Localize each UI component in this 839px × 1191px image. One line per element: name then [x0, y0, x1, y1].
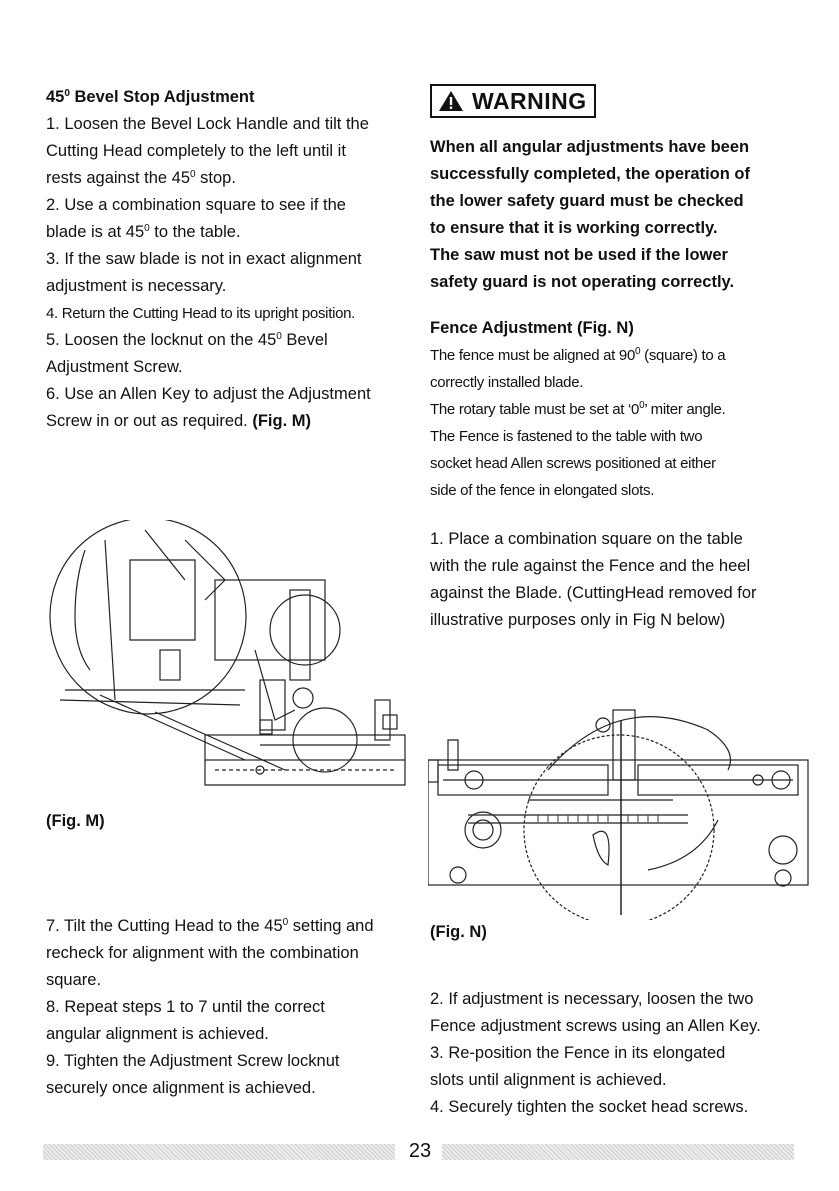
text-line: the lower safety guard must be checked	[430, 192, 744, 210]
fence-description	[430, 342, 810, 504]
text-line: Adjustment Screw.	[46, 358, 183, 376]
text-line: 7. Tilt the Cutting Head to the $45^0$ setting and	[46, 917, 374, 935]
warning-triangle-icon	[438, 90, 464, 112]
page-footer	[0, 1140, 839, 1164]
text-line: When all angular adjustments have been	[430, 138, 750, 156]
text-line: 8. Repeat steps 1 to 7 until the correct	[46, 998, 325, 1016]
bevel-heading: $45^0$ Bevel Stop Adjustment	[46, 88, 255, 106]
text-line: Screw in or out as required. (Fig. M)	[46, 412, 312, 430]
text-line: blade is at $45^0$ to the table.	[46, 223, 241, 241]
text-line: 2. Use a combination square to see if the	[46, 196, 346, 214]
text-line: 4. Return the Cutting Head to its upright position.	[46, 305, 356, 322]
text-line: correctly installed blade.	[430, 374, 584, 391]
text-line: 1. Place a combination square on the table	[430, 530, 743, 548]
text-line: angular alignment is achieved.	[46, 1025, 269, 1043]
text-line: rests against the $45^0$ stop.	[46, 169, 236, 187]
text-line: Fence adjustment screws using an Allen Key.	[430, 1017, 761, 1035]
figure-n	[428, 700, 810, 920]
text-line: square.	[46, 971, 102, 989]
footer-bar-right	[442, 1144, 794, 1160]
text-line: recheck for alignment with the combination	[46, 944, 359, 962]
text-line: socket head Allen screws positioned at either	[430, 455, 716, 472]
text-line: 4. Securely tighten the socket head screws.	[430, 1098, 749, 1116]
text-line: securely once alignment is achieved.	[46, 1079, 316, 1097]
text-line: The Fence is fastened to the table with two	[430, 428, 703, 445]
text-line: 3. If the saw blade is not in exact alignment	[46, 250, 362, 268]
fence-heading: Fence Adjustment (Fig. N)	[430, 319, 634, 337]
text-line: The saw must not be used if the lower	[430, 246, 728, 264]
text-line: against the Blade. (CuttingHead removed for	[430, 584, 757, 602]
text-line: Cutting Head completely to the left until it	[46, 142, 346, 160]
footer-bar-left	[43, 1144, 395, 1160]
warning-label: WARNING	[472, 87, 587, 114]
text-line: 5. Loosen the locknut on the $45^0$ Bevel	[46, 331, 328, 349]
fence-section	[430, 315, 810, 504]
left-column	[46, 84, 406, 435]
fence-steps-2-4	[430, 986, 810, 1121]
figure-m	[45, 520, 410, 790]
text-line: The rotary table must be set at ‘$0^0$’ miter angle.	[430, 400, 726, 418]
fence-step-1	[430, 526, 810, 634]
left-steps	[46, 913, 406, 1102]
text-line: with the rule against the Fence and the heel	[430, 557, 751, 575]
bevel-recheck-instructions	[46, 913, 406, 1102]
fig-n-label: (Fig. N)	[430, 923, 487, 941]
warning-text	[430, 134, 810, 296]
fig-m-label: (Fig. M)	[46, 812, 105, 830]
text-line: side of the fence in elongated slots.	[430, 482, 655, 499]
page-number: 23	[408, 1140, 432, 1162]
text-line: adjustment is necessary.	[46, 277, 227, 295]
text-line: 2. If adjustment is necessary, loosen the two	[430, 990, 754, 1008]
text-line: 1. Loosen the Bevel Lock Handle and tilt the	[46, 115, 369, 133]
text-line: 3. Re-position the Fence in its elongated	[430, 1044, 726, 1062]
warning-box	[430, 84, 596, 118]
text-line: to ensure that it is working correctly.	[430, 219, 718, 237]
text-line: The fence must be aligned at $90^0$ (square) to a	[430, 346, 726, 364]
text-line: 6. Use an Allen Key to adjust the Adjustment	[46, 385, 371, 403]
detail-magnifier-circle	[50, 520, 246, 714]
text-line: safety guard is not operating correctly.	[430, 273, 735, 291]
text-line: successfully completed, the operation of	[430, 165, 750, 183]
text-line: illustrative purposes only in Fig N below)	[430, 611, 726, 629]
bevel-instructions	[46, 111, 406, 435]
text-line: slots until alignment is achieved.	[430, 1071, 667, 1089]
text-line: 9. Tighten the Adjustment Screw locknut	[46, 1052, 340, 1070]
